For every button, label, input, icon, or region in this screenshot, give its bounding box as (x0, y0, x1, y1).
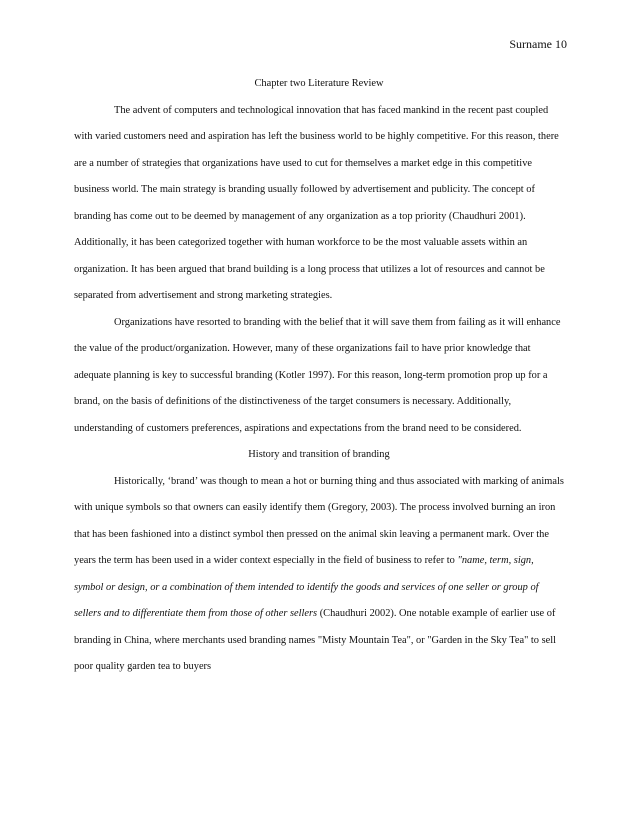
paragraph-3-text-a: Historically, ‘brand’ was though to mean a hot or burning thing and thus associated with marking of animals with unique symbols so that owners can easily identify them (Gregory, 2003). The process involved burning an iron that has been fashioned into a distinct symbol then pressed on the animal skin leaving a permanent mark. Over the years the term has been used in a wider context especially in the field of business to refer to (74, 475, 564, 566)
running-head: Surname 10 (509, 37, 567, 51)
paragraph-3-text-b: (Chaudhuri 2002). One notable example of earlier use of branding in China, where merchants used branding names "Misty Mountain Tea", or "Garden in the Sky Tea" to sell poor quality garden tea to buyers (74, 608, 557, 672)
document-body (74, 71, 564, 681)
section-heading: History and transition of branding (248, 449, 390, 460)
paragraph-1: The advent of computers and technological innovation that has faced mankind in the recent past coupled with varied customers need and aspiration has left the business world to be highly competitive. For this reason, there are a number of strategies that organizations have used to cut for themselves a market edge in this competitive business world. The main strategy is branding usually followed by advertisement and publicity. The concept of branding has come out to be deemed by management of any organization as a top priority (Chaudhuri 2001). Additionally, it has been categorized together with human workforce to be the most valuable assets within an organization. It has been argued that brand building is a long process that utilizes a lot of resources and cannot be separated from advertisement and strong marketing strategies. (74, 104, 559, 301)
paragraph-3 (74, 469, 564, 681)
chapter-heading: Chapter two Literature Review (254, 78, 384, 89)
definition-quote: "name, term, sign, symbol or design, or a combination of them intended to identify the goods and services of one seller or group of sellers and to differentiate them from those of other sellers (74, 555, 539, 619)
paragraph-2: Organizations have resorted to branding with the belief that it will save them from failing as it will enhance the value of the product/organization. However, many of these organizations fail to have prior knowledge that adequate planning is key to successful branding (Kotler 1997). For this reason, long-term promotion prop up for a brand, on the basis of definitions of the distinctiveness of the target consumers is necessary. Additionally, understanding of customers preferences, aspirations and expectations from the brand need to be considered. (74, 316, 561, 434)
